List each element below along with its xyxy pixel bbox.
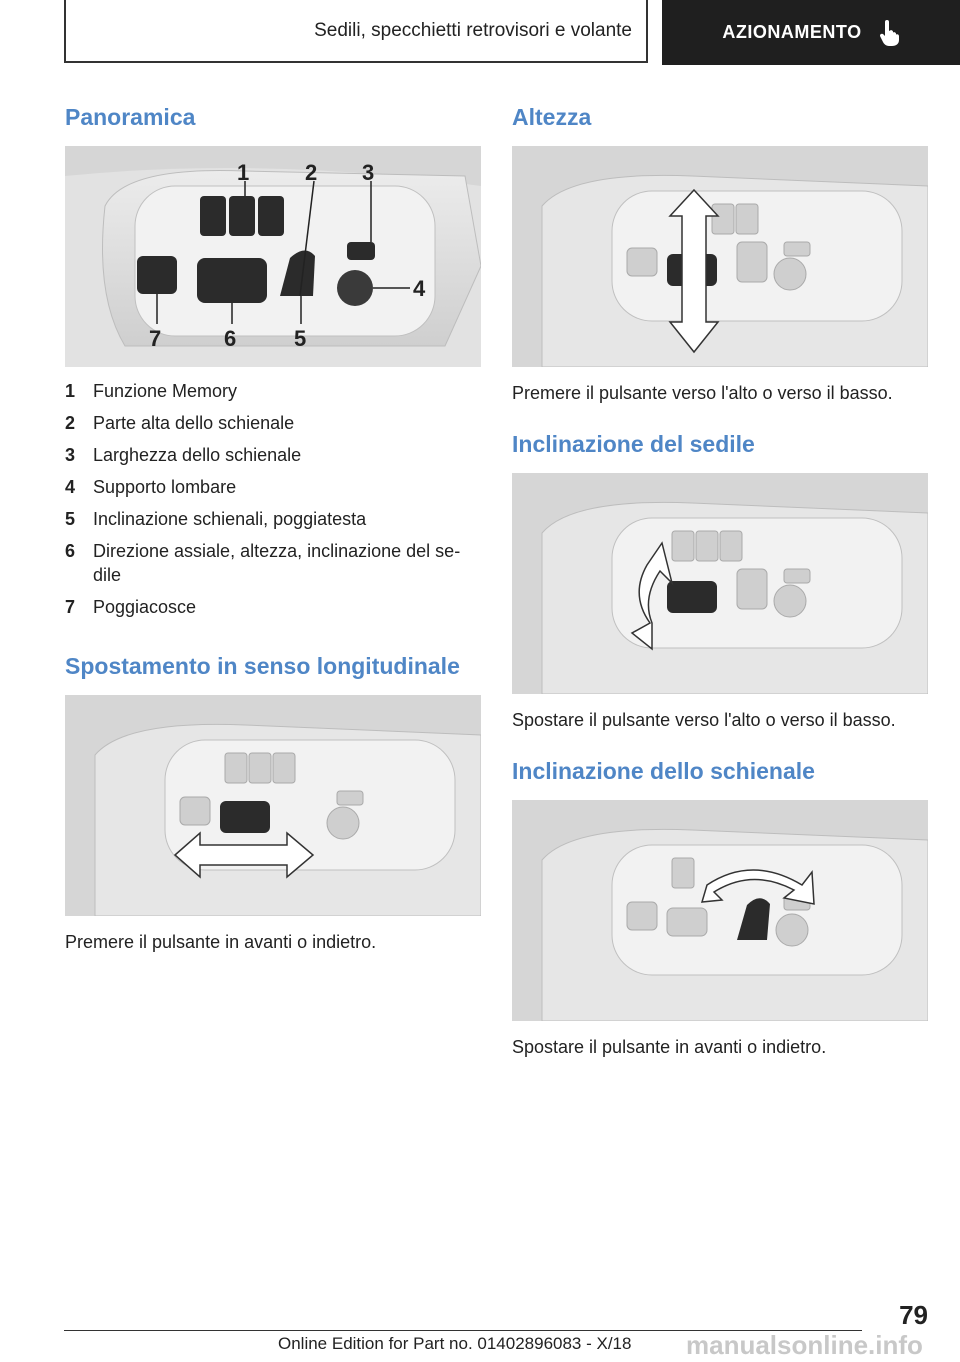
figure-seat-controls-overview <box>65 146 481 367</box>
left-column <box>65 100 481 954</box>
list-item: 2 Parte alta dello schienale <box>65 413 295 433</box>
label-3: 3 <box>362 160 375 185</box>
section-title: Sedili, specchietti retrovisori e volante <box>314 19 632 41</box>
pointing-hand-icon <box>878 20 900 46</box>
chapter-title: AZIONAMENTO <box>722 22 862 42</box>
label-4: 4 <box>413 276 426 301</box>
heading-altezza: Altezza <box>512 104 592 130</box>
header-chapter <box>662 0 960 65</box>
caption-inclinazione-sedile: Spostare il pulsante verso l'alto o verso il basso. <box>512 710 896 730</box>
figure-backrest-tilt <box>512 800 928 1021</box>
list-item: 1 Funzione Memory <box>65 381 238 401</box>
legend-list <box>65 379 481 619</box>
figure-seat-tilt <box>512 473 928 694</box>
list-item: 7 Poggiacosce <box>65 597 197 617</box>
header-section-title <box>64 0 648 63</box>
label-1: 1 <box>237 160 250 185</box>
heading-longitudinale: Spostamento in senso longitudinale <box>65 653 460 679</box>
caption-longitudinale: Premere il pulsante in avanti o indietro. <box>65 932 377 952</box>
watermark: manualsonline.info <box>686 1330 923 1360</box>
label-6: 6 <box>224 326 237 351</box>
label-5: 5 <box>294 326 307 351</box>
right-column <box>512 100 928 1059</box>
caption-altezza: Premere il pulsante verso l'alto o verso il basso. <box>512 383 893 403</box>
label-2: 2 <box>305 160 318 185</box>
heading-panoramica: Panoramica <box>65 104 196 130</box>
list-item: 3 Larghezza dello schienale <box>65 445 302 465</box>
figure-longitudinal-adjust <box>65 695 481 916</box>
heading-inclinazione-schienale: Inclinazione dello schienale <box>512 758 815 784</box>
figure-height-adjust <box>512 146 928 367</box>
list-item: 6 Direzione assiale, altezza, inclinazione del se-dile <box>65 541 461 585</box>
list-item: 5 Inclinazione schienali, poggiatesta <box>65 509 367 529</box>
heading-inclinazione-sedile: Inclinazione del sedile <box>512 431 755 457</box>
list-item: 4 Supporto lombare <box>65 477 237 497</box>
caption-inclinazione-schienale: Spostare il pulsante in avanti o indietro. <box>512 1037 827 1057</box>
label-7: 7 <box>149 326 162 351</box>
footer-edition: Online Edition for Part no. 01402896083 - X/18 <box>278 1334 632 1353</box>
page-number: 79 <box>899 1300 928 1330</box>
